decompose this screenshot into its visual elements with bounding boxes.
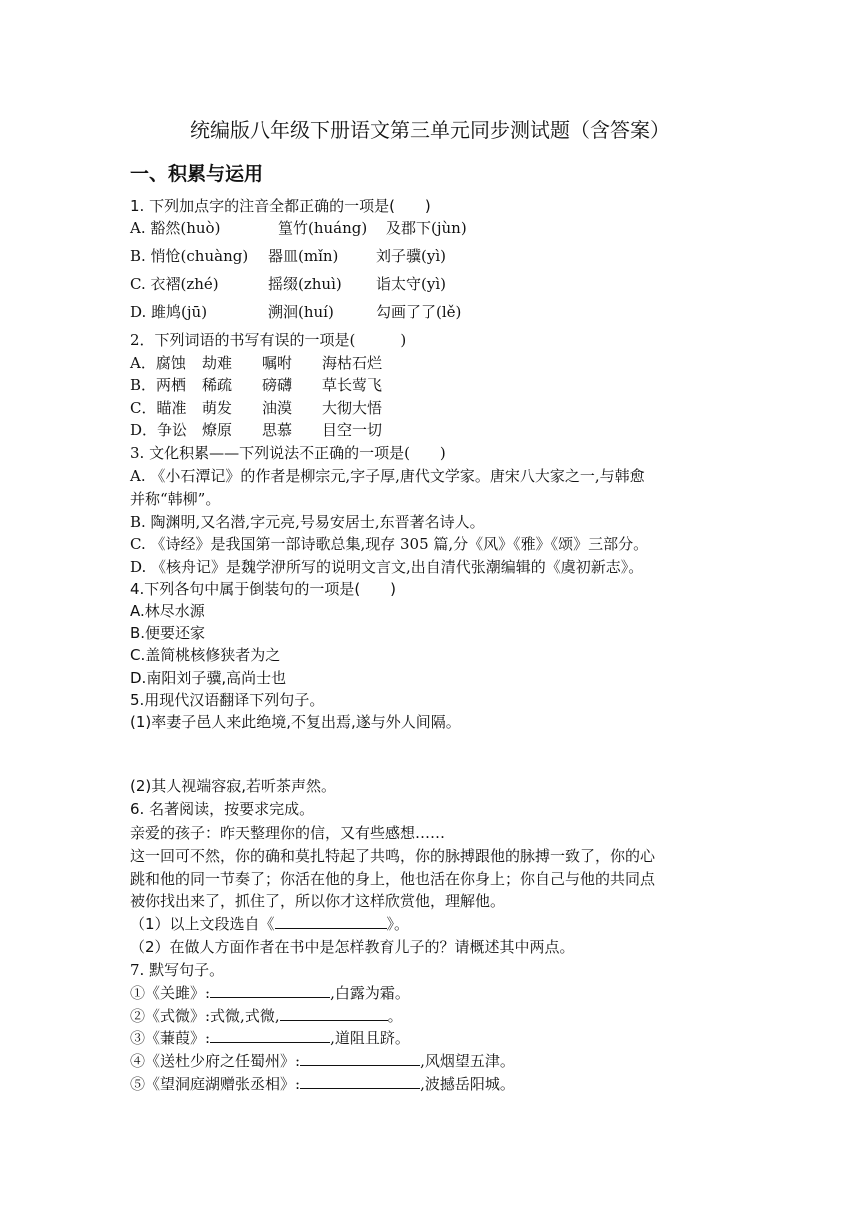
q2-d-1: D．争讼 [130,421,188,439]
q1-b-3: 刘子骥(yì) [376,247,446,265]
q1-option-a [130,217,467,239]
q3-option-c: C. 《诗经》是我国第一部诗歌总集,现存 305 篇,分《风》《雅》《颂》三部分。 [130,535,649,553]
q7-item-1-prefix: ①《关雎》: [130,984,211,1002]
q6-sub2: （2）在做人方面作者在书中是怎样教育儿子的？请概述其中两点。 [130,938,575,956]
q6-sub1-blank[interactable] [275,914,387,929]
q7-item-4-suffix: ,风烟望五津。 [420,1052,515,1070]
page-title: 统编版八年级下册语文第三单元同步测试题（含答案） [190,118,670,142]
q2-a-3: 嘱咐 [262,354,293,372]
q2-a-4: 海枯石烂 [322,354,383,372]
q3-stem: 3. 文化积累——下列说法不正确的一项是( ) [130,444,446,462]
q6-sub1-suffix: 》。 [386,915,410,933]
q7-item-3-blank[interactable] [210,1028,330,1043]
q7-item-1-suffix: ,白露为霜。 [330,984,410,1002]
q2-b-3: 磅礴 [262,376,293,394]
q7-item-3-suffix: ,道阻且跻。 [330,1029,410,1047]
q5-stem: 5.用现代汉语翻译下列句子。 [130,691,325,709]
q1-option-b [130,245,446,267]
q7-item-4-blank[interactable] [300,1051,420,1066]
q3-option-a-line1: A. 《小石潭记》的作者是柳宗元,字子厚,唐代文学家。唐宋八大家之一,与韩愈 [130,467,645,485]
q2-option-a [130,352,382,374]
q2-option-b [130,374,382,396]
q4-option-c: C.盖简桃核修狭者为之 [130,646,281,664]
q2-c-2: 萌发 [202,399,233,417]
q2-c-4: 大彻大悟 [322,399,383,417]
q1-d-3: 勾画了了(lě) [376,303,462,321]
q7-item-5 [130,1073,515,1095]
q1-option-d [130,301,461,323]
q7-item-1 [130,982,410,1004]
q2-c-3: 油漠 [262,399,293,417]
q2-b-2: 稀疏 [202,376,233,394]
q2-option-d [130,419,382,441]
q7-item-2-prefix: ②《式微》:式微,式微, [130,1007,280,1025]
q7-item-4-prefix: ④《送杜少府之任蜀州》: [130,1052,301,1070]
q3-option-b: B. 陶渊明,又名潜,字元亮,号易安居士,东晋著名诗人。 [130,513,485,531]
q7-item-5-prefix: ⑤《望洞庭湖赠张丞相》: [130,1075,301,1093]
q3-option-a-line2: 并称“韩柳”。 [130,490,221,508]
section-heading: 一、积累与运用 [130,163,264,185]
q6-passage-line2: 跳和他的同一节奏了；你活在他的身上，他也活在你身上；你自己与他的共同点 [130,870,656,888]
q7-item-4 [130,1050,515,1072]
q7-item-5-blank[interactable] [300,1074,420,1089]
q1-d-2: 溯洄(huí) [268,303,334,321]
q7-item-2-blank[interactable] [280,1006,388,1021]
q1-c-3: 诣太守(yì) [376,275,446,293]
q1-a-1: A. 豁然(huò) [130,219,221,237]
q7-item-2 [130,1005,403,1027]
q1-option-c [130,273,446,295]
q6-sub1 [130,913,409,935]
q2-a-2: 劫难 [202,354,233,372]
q1-stem: 1. 下列加点字的注音全都正确的一项是( ) [130,197,431,215]
q1-d-1: D. 雎鸠(jū) [130,303,208,321]
q2-b-4: 草长莺飞 [322,376,383,394]
q6-passage-line3: 被你找出来了，抓住了，所以你才这样欣赏他，理解他。 [130,892,506,910]
q4-stem: 4.下列各句中属于倒装句的一项是( ) [130,580,397,598]
q6-stem: 6. 名著阅读，按要求完成。 [130,800,315,818]
q7-item-3 [130,1027,410,1049]
q7-item-3-prefix: ③《蒹葭》: [130,1029,211,1047]
q4-option-a: A.林尽水源 [130,602,205,620]
q1-b-1: B. 悄怆(chuàng) [130,247,249,265]
q7-stem: 7. 默写句子。 [130,961,225,979]
q2-c-1: C．瞄准 [130,399,187,417]
q2-b-1: B．两栖 [130,376,187,394]
q7-item-1-blank[interactable] [210,983,330,998]
q7-item-2-suffix: 。 [387,1007,403,1025]
q4-option-d: D.南阳刘子骥,高尚士也 [130,669,287,687]
q1-b-2: 器皿(mǐn) [268,247,339,265]
q7-item-5-suffix: ,波撼岳阳城。 [420,1075,515,1093]
q6-passage-line1: 这一回可不然，你的确和莫扎特起了共鸣，你的脉搏跟他的脉搏一致了，你的心 [130,847,656,865]
q2-a-1: A．腐蚀 [130,354,186,372]
q2-d-2: 燎原 [202,421,233,439]
q6-sub1-prefix: （1）以上文段选自《 [130,915,275,933]
q1-a-3: 及郡下(jùn) [386,219,467,237]
q3-option-d: D. 《核舟记》是魏学洢所写的说明文言文,出自清代张潮编辑的《虞初新志》。 [130,558,644,576]
q4-option-b: B.便要还家 [130,624,206,642]
q6-passage-line0: 亲爱的孩子：昨天整理你的信，又有些感想…… [130,824,446,842]
q1-c-2: 摇缀(zhuì) [268,275,342,293]
q2-d-3: 思慕 [262,421,293,439]
q1-c-1: C. 衣褶(zhé) [130,275,219,293]
q2-option-c [130,397,382,419]
q5-sentence-1: (1)率妻子邑人来此绝境,不复出焉,遂与外人间隔。 [130,713,461,731]
q2-d-4: 目空一切 [322,421,383,439]
q2-stem: 2．下列词语的书写有误的一项是( ) [130,331,407,349]
q5-sentence-2: (2)其人视端容寂,若听茶声然。 [130,777,337,795]
q1-a-2: 篁竹(huáng) [278,219,368,237]
